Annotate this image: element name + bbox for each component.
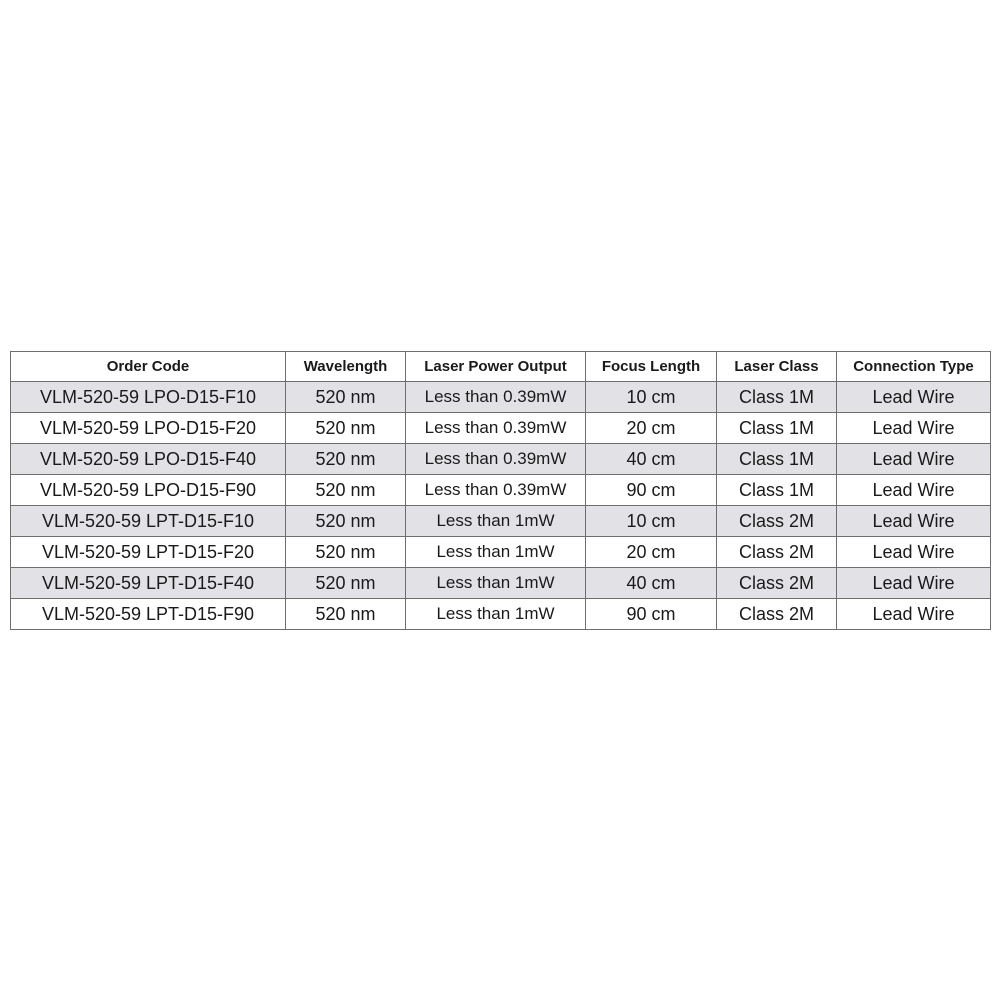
- cell-laser-class: Class 2M: [717, 568, 837, 599]
- cell-focus-length: 20 cm: [586, 413, 717, 444]
- table-header-row: [11, 352, 991, 382]
- table-row: [11, 444, 991, 475]
- cell-connection-type: Lead Wire: [837, 413, 991, 444]
- cell-laser-power-output: Less than 0.39mW: [406, 413, 586, 444]
- header-order-code: Order Code: [11, 352, 286, 382]
- cell-focus-length: 10 cm: [586, 506, 717, 537]
- cell-wavelength: 520 nm: [286, 506, 406, 537]
- cell-order-code: VLM-520-59 LPO-D15-F10: [11, 382, 286, 413]
- header-laser-class: Laser Class: [717, 352, 837, 382]
- cell-wavelength: 520 nm: [286, 444, 406, 475]
- cell-wavelength: 520 nm: [286, 537, 406, 568]
- cell-connection-type: Lead Wire: [837, 444, 991, 475]
- cell-focus-length: 40 cm: [586, 444, 717, 475]
- cell-connection-type: Lead Wire: [837, 382, 991, 413]
- cell-laser-power-output: Less than 0.39mW: [406, 444, 586, 475]
- cell-focus-length: 90 cm: [586, 599, 717, 630]
- header-wavelength: Wavelength: [286, 352, 406, 382]
- cell-wavelength: 520 nm: [286, 599, 406, 630]
- table-row: [11, 568, 991, 599]
- cell-order-code: VLM-520-59 LPT-D15-F90: [11, 599, 286, 630]
- cell-order-code: VLM-520-59 LPO-D15-F40: [11, 444, 286, 475]
- cell-connection-type: Lead Wire: [837, 475, 991, 506]
- cell-focus-length: 40 cm: [586, 568, 717, 599]
- table-row: [11, 506, 991, 537]
- cell-order-code: VLM-520-59 LPT-D15-F10: [11, 506, 286, 537]
- cell-order-code: VLM-520-59 LPO-D15-F20: [11, 413, 286, 444]
- cell-focus-length: 20 cm: [586, 537, 717, 568]
- cell-laser-power-output: Less than 1mW: [406, 568, 586, 599]
- table-row: [11, 599, 991, 630]
- cell-laser-power-output: Less than 0.39mW: [406, 475, 586, 506]
- cell-order-code: VLM-520-59 LPT-D15-F20: [11, 537, 286, 568]
- cell-connection-type: Lead Wire: [837, 568, 991, 599]
- cell-laser-class: Class 2M: [717, 537, 837, 568]
- cell-laser-class: Class 1M: [717, 475, 837, 506]
- cell-laser-class: Class 1M: [717, 382, 837, 413]
- cell-wavelength: 520 nm: [286, 413, 406, 444]
- cell-focus-length: 10 cm: [586, 382, 717, 413]
- cell-order-code: VLM-520-59 LPO-D15-F90: [11, 475, 286, 506]
- cell-laser-class: Class 1M: [717, 413, 837, 444]
- cell-focus-length: 90 cm: [586, 475, 717, 506]
- header-focus-length: Focus Length: [586, 352, 717, 382]
- cell-laser-power-output: Less than 1mW: [406, 506, 586, 537]
- table-row: [11, 382, 991, 413]
- cell-wavelength: 520 nm: [286, 382, 406, 413]
- cell-connection-type: Lead Wire: [837, 537, 991, 568]
- header-connection-type: Connection Type: [837, 352, 991, 382]
- cell-connection-type: Lead Wire: [837, 506, 991, 537]
- cell-connection-type: Lead Wire: [837, 599, 991, 630]
- table-row: [11, 537, 991, 568]
- cell-laser-class: Class 2M: [717, 599, 837, 630]
- cell-laser-power-output: Less than 1mW: [406, 537, 586, 568]
- cell-wavelength: 520 nm: [286, 568, 406, 599]
- spec-table: [10, 351, 991, 630]
- table-row: [11, 475, 991, 506]
- cell-laser-power-output: Less than 0.39mW: [406, 382, 586, 413]
- cell-laser-power-output: Less than 1mW: [406, 599, 586, 630]
- cell-wavelength: 520 nm: [286, 475, 406, 506]
- header-laser-power-output: Laser Power Output: [406, 352, 586, 382]
- cell-order-code: VLM-520-59 LPT-D15-F40: [11, 568, 286, 599]
- cell-laser-class: Class 1M: [717, 444, 837, 475]
- table-row: [11, 413, 991, 444]
- cell-laser-class: Class 2M: [717, 506, 837, 537]
